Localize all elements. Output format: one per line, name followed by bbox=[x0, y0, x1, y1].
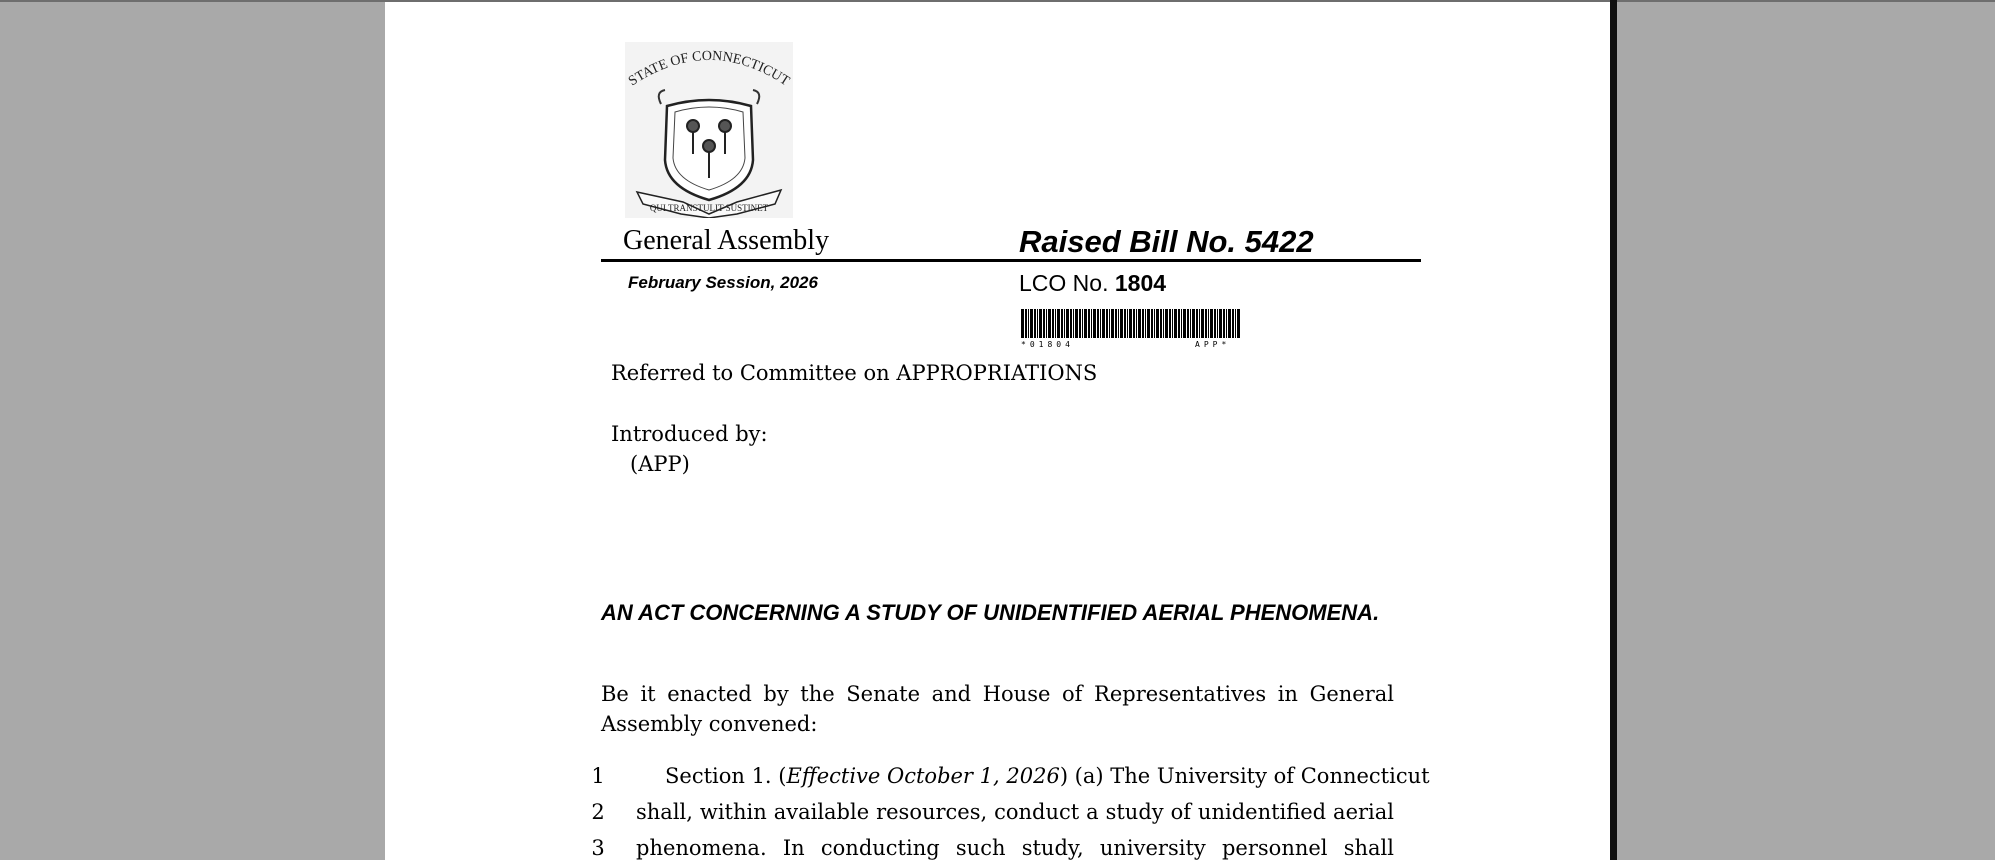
document-page[interactable] bbox=[385, 2, 1610, 860]
barcode-bar bbox=[1052, 309, 1054, 338]
barcode-bar bbox=[1124, 309, 1126, 338]
line-text: shall, within available resources, conduct a study of unidentified aerial bbox=[636, 800, 1394, 824]
barcode-bar bbox=[1228, 309, 1231, 338]
barcode-bar bbox=[1057, 309, 1060, 338]
barcode-bar bbox=[1055, 309, 1056, 338]
act-title: AN ACT CONCERNING A STUDY OF UNIDENTIFIED AERIAL PHENOMENA. bbox=[601, 600, 1380, 625]
barcode-bar bbox=[1097, 309, 1099, 338]
introduced-by-label: Introduced by: bbox=[611, 422, 768, 446]
barcode-bar bbox=[1214, 309, 1216, 338]
barcode-bar bbox=[1109, 309, 1110, 338]
barcode-bar bbox=[1021, 309, 1024, 338]
barcode-bar bbox=[1070, 309, 1072, 338]
general-assembly-heading: General Assembly bbox=[623, 225, 830, 256]
barcode-bar bbox=[1075, 309, 1078, 338]
line-text: phenomena. In conducting such study, university personnel shall bbox=[636, 836, 1394, 860]
line-number: 2 bbox=[591, 800, 605, 824]
barcode-bar bbox=[1111, 309, 1114, 338]
barcode-bar bbox=[1174, 309, 1177, 338]
barcode-bar bbox=[1093, 309, 1096, 338]
lco-number bbox=[1019, 270, 1166, 297]
barcode-bar bbox=[1039, 309, 1042, 338]
barcode-bar bbox=[1082, 309, 1083, 338]
barcode-bar bbox=[1151, 309, 1153, 338]
barcode-bar bbox=[1217, 309, 1218, 338]
barcode bbox=[1019, 309, 1243, 349]
barcode-bar bbox=[1091, 309, 1092, 338]
barcode-bar bbox=[1163, 309, 1164, 338]
session-label: February Session, 2026 bbox=[628, 273, 818, 292]
page-shadow-edge bbox=[1610, 0, 1617, 860]
enacting-clause: Be it enacted by the Senate and House of Representatives in General Assembly convened: bbox=[601, 682, 1394, 736]
barcode-bar bbox=[1154, 309, 1155, 338]
barcode-bar bbox=[1199, 309, 1200, 338]
barcode-bar bbox=[1115, 309, 1117, 338]
line-number: 3 bbox=[591, 836, 605, 860]
bill-line bbox=[385, 836, 1610, 860]
barcode-bar bbox=[1066, 309, 1069, 338]
barcode-bar bbox=[1183, 309, 1186, 338]
barcode-bar bbox=[1235, 309, 1236, 338]
barcode-bar bbox=[1030, 309, 1033, 338]
barcode-bar bbox=[1219, 309, 1222, 338]
barcode-bar bbox=[1208, 309, 1209, 338]
bill-line bbox=[385, 764, 1610, 800]
barcode-bar bbox=[1136, 309, 1137, 338]
barcode-right-text: APP* bbox=[1195, 340, 1231, 349]
barcode-bar bbox=[1165, 309, 1168, 338]
barcode-bar bbox=[1187, 309, 1189, 338]
bill-number-title: Raised Bill No. 5422 bbox=[1019, 224, 1314, 259]
effective-date: Effective October 1, 2026 bbox=[786, 764, 1060, 788]
barcode-bar bbox=[1048, 309, 1051, 338]
barcode-bar bbox=[1127, 309, 1128, 338]
svg-text:STATE OF CONNECTICUT: STATE OF CONNECTICUT bbox=[626, 48, 792, 90]
line-number: 1 bbox=[591, 764, 605, 788]
barcode-bar bbox=[1145, 309, 1146, 338]
barcode-bar bbox=[1102, 309, 1105, 338]
barcode-bar bbox=[1133, 309, 1135, 338]
barcode-bar bbox=[1043, 309, 1045, 338]
barcode-bar bbox=[1046, 309, 1047, 338]
barcode-bar bbox=[1178, 309, 1180, 338]
barcode-bar bbox=[1079, 309, 1081, 338]
barcode-bar bbox=[1156, 309, 1159, 338]
barcode-bar bbox=[1138, 309, 1141, 338]
bill-line bbox=[385, 800, 1610, 836]
barcode-bar bbox=[1064, 309, 1065, 338]
sponsor: (APP) bbox=[630, 452, 690, 476]
barcode-bar bbox=[1028, 309, 1029, 338]
barcode-bar bbox=[1025, 309, 1027, 338]
barcode-bar bbox=[1073, 309, 1074, 338]
committee-referral: Referred to Committee on APPROPRIATIONS bbox=[611, 361, 1098, 385]
barcode-bar bbox=[1196, 309, 1198, 338]
barcode-bar bbox=[1118, 309, 1119, 338]
barcode-bar bbox=[1223, 309, 1225, 338]
barcode-bar bbox=[1160, 309, 1162, 338]
connecticut-seal-logo bbox=[625, 42, 793, 218]
barcode-bar bbox=[1181, 309, 1182, 338]
barcode-bar bbox=[1232, 309, 1234, 338]
barcode-bar bbox=[1210, 309, 1213, 338]
lco-value: 1804 bbox=[1114, 270, 1167, 296]
barcode-bar bbox=[1190, 309, 1191, 338]
barcode-bar bbox=[1129, 309, 1132, 338]
barcode-bar bbox=[1084, 309, 1087, 338]
barcode-bar bbox=[1147, 309, 1150, 338]
barcode-bar bbox=[1192, 309, 1195, 338]
seal-motto: QUI TRANSTULIT SUSTINET bbox=[649, 203, 769, 213]
barcode-bar bbox=[1100, 309, 1101, 338]
lco-label: LCO No. bbox=[1019, 270, 1109, 296]
barcode-bar bbox=[1120, 309, 1123, 338]
barcode-bar bbox=[1088, 309, 1090, 338]
barcode-bar bbox=[1237, 309, 1240, 338]
barcode-bar bbox=[1205, 309, 1207, 338]
line-text: Section 1. (Effective October 1, 2026) (a) The University of Connecticut bbox=[665, 764, 1430, 788]
barcode-bar bbox=[1172, 309, 1173, 338]
barcode-bar bbox=[1034, 309, 1036, 338]
barcode-bar bbox=[1037, 309, 1038, 338]
barcode-bar bbox=[1142, 309, 1144, 338]
barcode-bar bbox=[1061, 309, 1063, 338]
barcode-bar bbox=[1226, 309, 1227, 338]
barcode-bar bbox=[1169, 309, 1171, 338]
header-rule bbox=[601, 259, 1421, 262]
barcode-bar bbox=[1201, 309, 1204, 338]
barcode-left-text: *01804 bbox=[1021, 340, 1074, 349]
barcode-bar bbox=[1106, 309, 1108, 338]
